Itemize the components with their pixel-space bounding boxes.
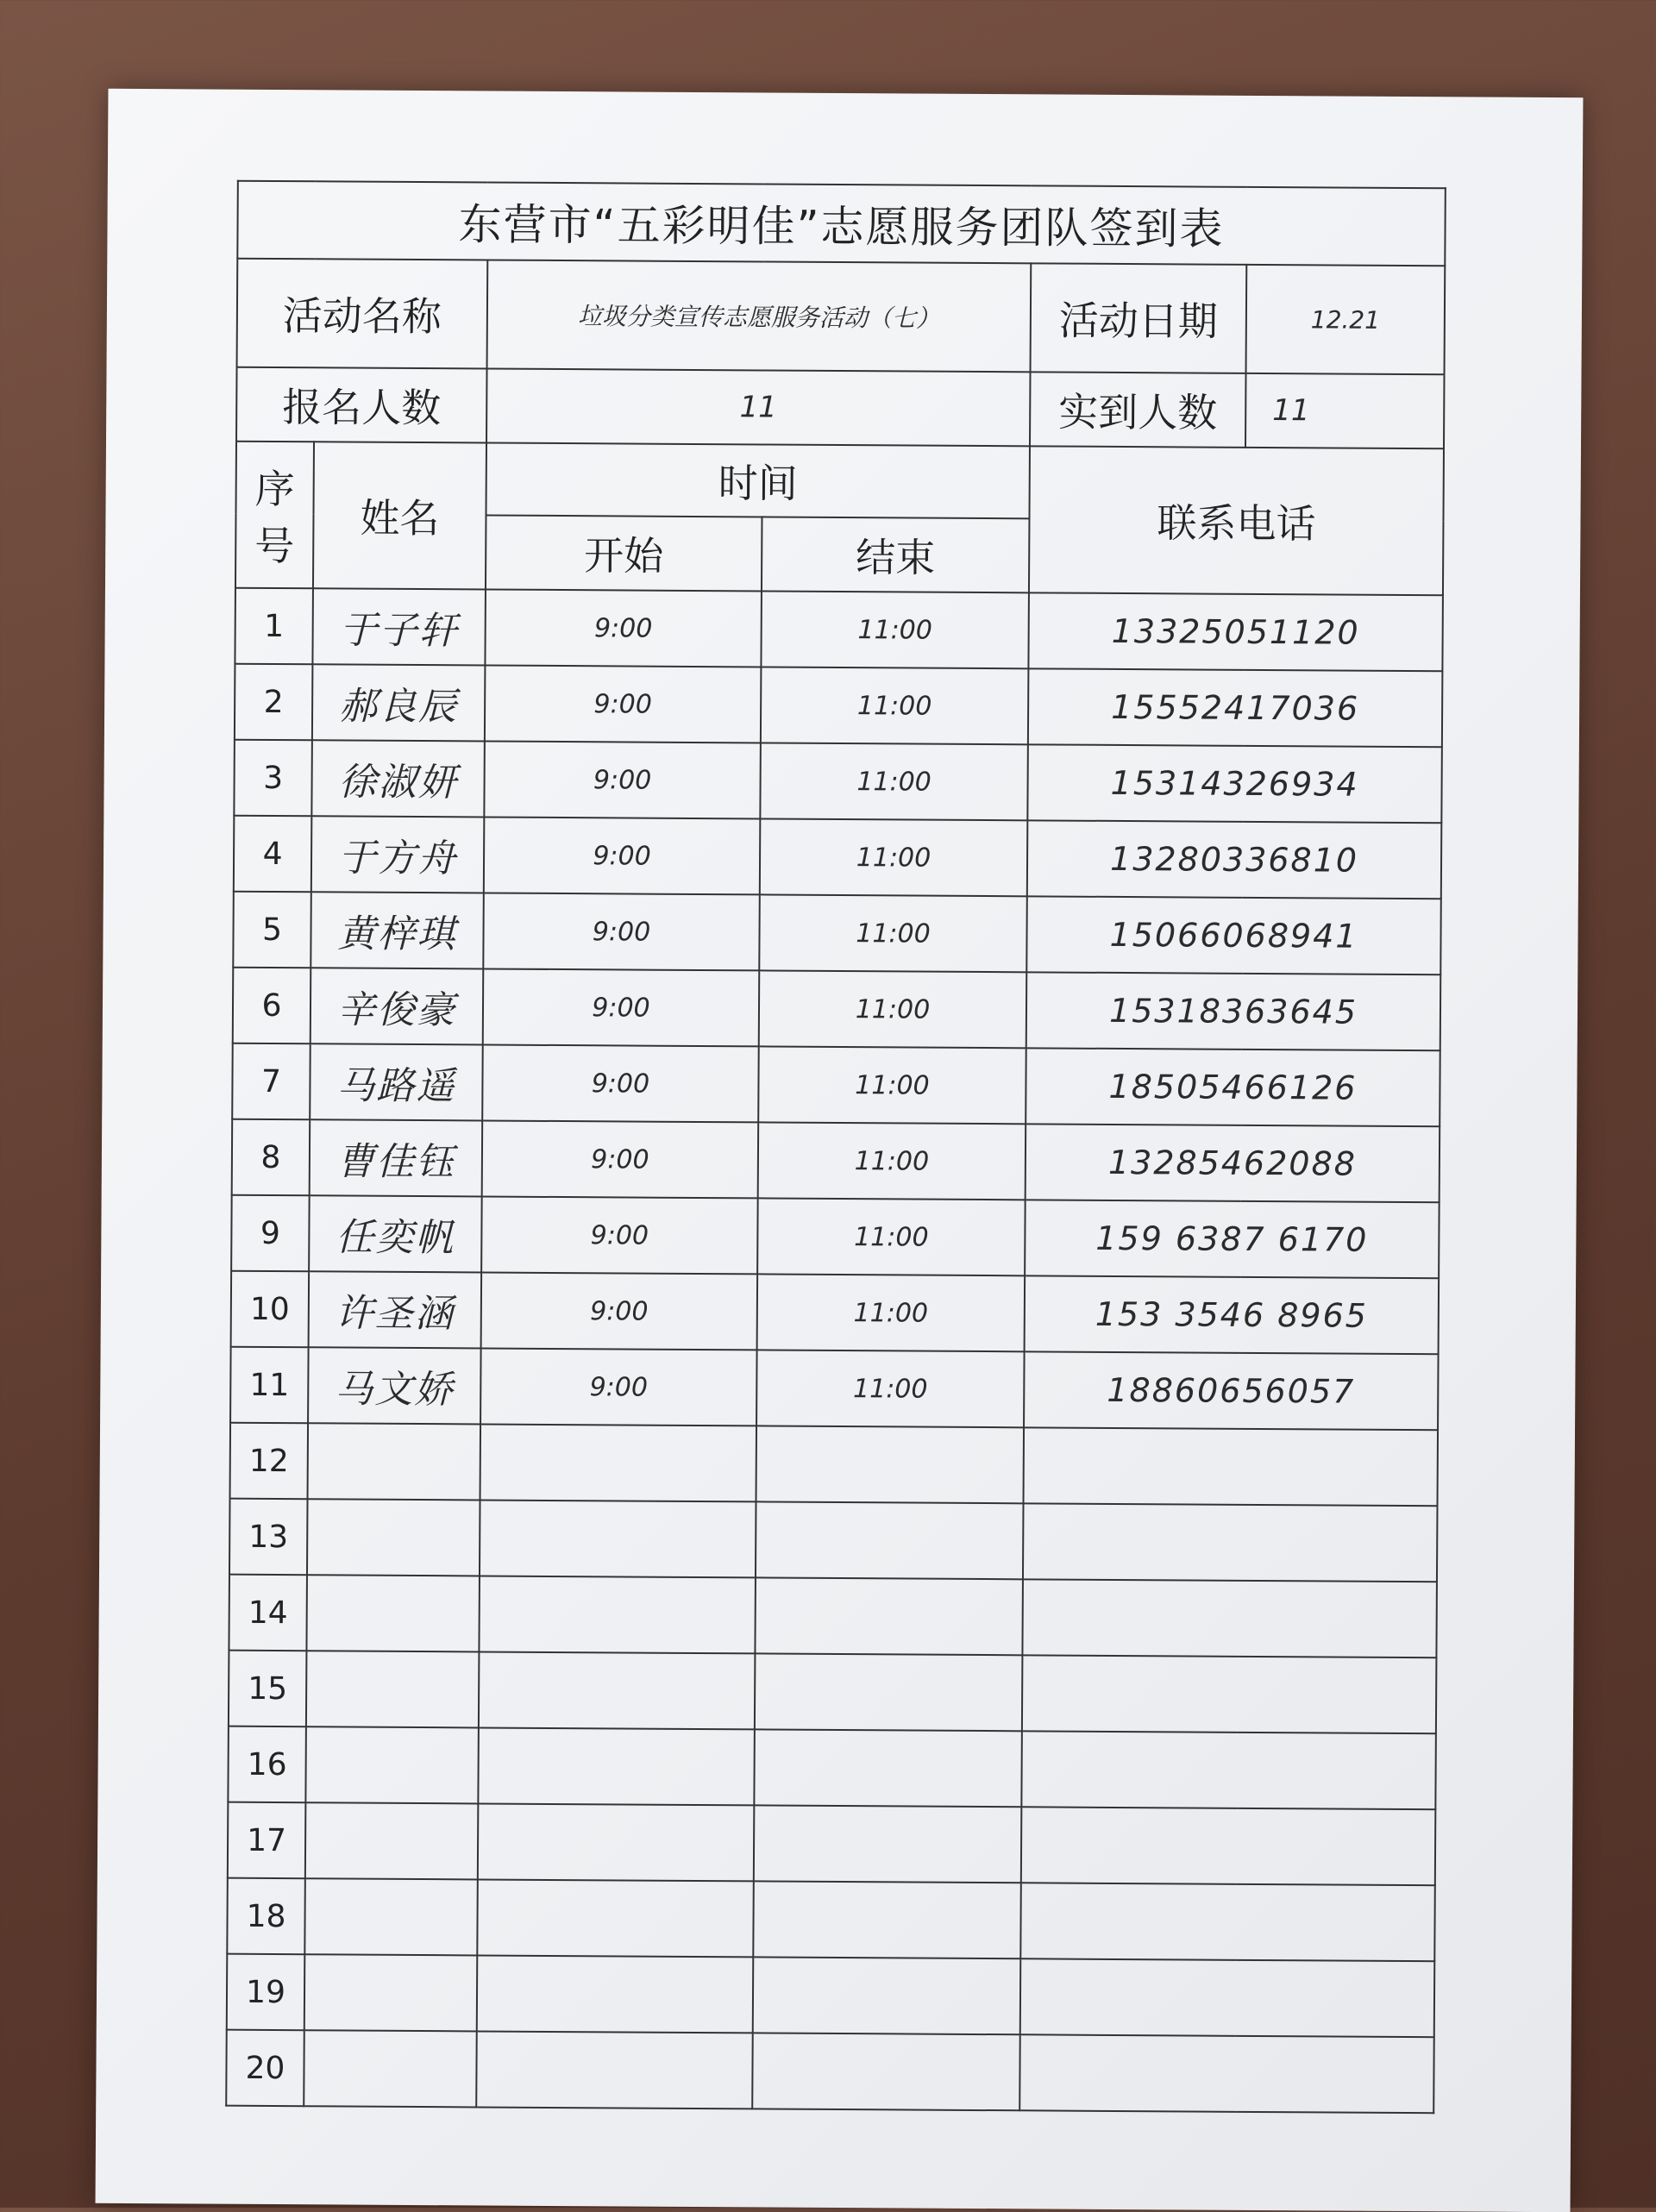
row-seq: 15 bbox=[229, 1651, 307, 1727]
row-phone: 13285462088 bbox=[1026, 1124, 1440, 1202]
row-end-time: 11:00 bbox=[757, 1198, 1026, 1275]
sign-in-sheet-paper bbox=[96, 89, 1584, 2212]
row-end-time bbox=[755, 1653, 1023, 1731]
row-start-time: 9:00 bbox=[482, 1044, 759, 1122]
row-name bbox=[305, 1802, 479, 1879]
sign-in-table bbox=[225, 180, 1446, 2115]
row-phone bbox=[1023, 1503, 1438, 1582]
row-name bbox=[305, 1726, 479, 1803]
activity-date-value: 12.21 bbox=[1246, 265, 1446, 374]
row-phone: 159 6387 6170 bbox=[1025, 1200, 1440, 1278]
row-end-time: 11:00 bbox=[759, 970, 1027, 1048]
table-row bbox=[229, 1651, 1437, 1734]
end-header: 结束 bbox=[762, 517, 1030, 592]
row-start-time: 9:00 bbox=[485, 589, 762, 667]
row-seq: 19 bbox=[227, 1954, 305, 2031]
row-seq: 3 bbox=[234, 740, 312, 817]
row-end-time bbox=[756, 1501, 1024, 1579]
table-row bbox=[233, 892, 1441, 975]
table-row bbox=[234, 740, 1442, 824]
sheet-title: 东营市“五彩明佳”志愿服务团队签到表 bbox=[237, 181, 1446, 266]
row-end-time: 11:00 bbox=[759, 894, 1027, 972]
row-start-time bbox=[477, 1879, 754, 1957]
row-start-time: 9:00 bbox=[484, 741, 761, 818]
row-phone: 18860656057 bbox=[1024, 1351, 1439, 1430]
table-row bbox=[234, 816, 1442, 899]
row-seq: 17 bbox=[228, 1802, 306, 1879]
row-end-time: 11:00 bbox=[757, 1274, 1026, 1351]
row-start-time: 9:00 bbox=[483, 893, 760, 970]
row-start-time bbox=[479, 1651, 756, 1729]
table-row bbox=[230, 1423, 1439, 1507]
row-name bbox=[308, 1423, 481, 1500]
row-start-time: 9:00 bbox=[481, 1272, 758, 1350]
row-end-time: 11:00 bbox=[761, 591, 1029, 668]
row-end-time bbox=[754, 1805, 1022, 1883]
table-row bbox=[231, 1195, 1440, 1279]
row-name bbox=[304, 2030, 477, 2107]
row-seq: 8 bbox=[232, 1119, 310, 1196]
row-phone bbox=[1021, 1807, 1436, 1885]
start-header: 开始 bbox=[486, 515, 762, 591]
row-phone: 13280336810 bbox=[1027, 820, 1442, 899]
signup-count-label: 报名人数 bbox=[236, 367, 487, 443]
name-header: 姓名 bbox=[313, 442, 486, 589]
activity-name-label: 活动名称 bbox=[237, 259, 488, 369]
row-phone: 18505466126 bbox=[1026, 1048, 1440, 1126]
row-end-time: 11:00 bbox=[760, 818, 1028, 896]
row-phone bbox=[1020, 1883, 1435, 1961]
row-seq: 20 bbox=[226, 2030, 304, 2107]
row-end-time bbox=[756, 1426, 1025, 1503]
row-start-time: 9:00 bbox=[480, 1348, 757, 1426]
row-seq: 18 bbox=[227, 1878, 305, 1955]
row-end-time bbox=[753, 1881, 1021, 1958]
row-end-time: 11:00 bbox=[756, 1350, 1025, 1427]
table-row bbox=[235, 588, 1443, 672]
row-seq: 5 bbox=[233, 892, 311, 968]
actual-count-label: 实到人数 bbox=[1030, 372, 1246, 448]
row-end-time: 11:00 bbox=[760, 743, 1028, 820]
row-name: 黄梓琪 bbox=[310, 892, 484, 968]
row-phone bbox=[1024, 1427, 1439, 1506]
row-end-time bbox=[752, 2033, 1020, 2110]
row-start-time: 9:00 bbox=[481, 1196, 758, 1274]
row-name: 于方舟 bbox=[311, 816, 485, 893]
row-name: 郝良辰 bbox=[312, 664, 486, 741]
sign-in-rows bbox=[226, 588, 1443, 2114]
row-phone: 15066068941 bbox=[1026, 896, 1441, 974]
row-start-time bbox=[480, 1500, 756, 1577]
row-seq: 9 bbox=[231, 1195, 310, 1272]
row-phone: 15314326934 bbox=[1027, 744, 1442, 823]
row-name: 徐淑妍 bbox=[311, 740, 485, 817]
row-phone: 15552417036 bbox=[1028, 668, 1443, 747]
row-phone bbox=[1020, 1958, 1435, 2037]
row-seq: 12 bbox=[230, 1423, 309, 1500]
row-phone: 13325051120 bbox=[1028, 592, 1443, 671]
table-row bbox=[229, 1499, 1438, 1582]
row-name bbox=[306, 1575, 480, 1651]
table-row bbox=[230, 1347, 1439, 1431]
table-row bbox=[233, 968, 1441, 1051]
row-phone bbox=[1021, 1731, 1436, 1809]
row-name: 于子轩 bbox=[312, 588, 486, 665]
row-end-time: 11:00 bbox=[761, 667, 1029, 744]
row-name bbox=[306, 1651, 480, 1727]
row-phone bbox=[1022, 1655, 1437, 1733]
activity-name-value: 垃圾分类宣传志愿服务活动（七） bbox=[487, 260, 1032, 372]
row-start-time bbox=[477, 1955, 754, 2033]
row-start-time bbox=[480, 1424, 757, 1501]
row-seq: 2 bbox=[235, 664, 313, 741]
table-row bbox=[232, 1043, 1440, 1127]
row-start-time bbox=[478, 1727, 755, 1805]
table-row bbox=[228, 1802, 1436, 1886]
row-start-time: 9:00 bbox=[485, 665, 762, 743]
row-seq: 10 bbox=[231, 1271, 310, 1348]
row-start-time: 9:00 bbox=[483, 968, 760, 1046]
row-end-time: 11:00 bbox=[758, 1122, 1026, 1200]
row-name bbox=[307, 1499, 480, 1576]
row-name: 辛俊豪 bbox=[310, 968, 484, 1044]
row-phone bbox=[1022, 1579, 1437, 1657]
row-end-time bbox=[755, 1577, 1023, 1655]
activity-date-label: 活动日期 bbox=[1031, 263, 1247, 373]
table-row bbox=[226, 2030, 1434, 2114]
table-row bbox=[227, 1878, 1435, 1962]
row-seq: 4 bbox=[234, 816, 312, 893]
row-name: 许圣涵 bbox=[309, 1271, 482, 1348]
row-name: 马路遥 bbox=[310, 1043, 483, 1120]
phone-header: 联系电话 bbox=[1029, 446, 1444, 595]
row-start-time: 9:00 bbox=[482, 1120, 759, 1198]
row-seq: 14 bbox=[229, 1575, 307, 1651]
table-row bbox=[231, 1271, 1440, 1355]
row-phone: 153 3546 8965 bbox=[1025, 1275, 1440, 1354]
row-start-time: 9:00 bbox=[484, 817, 761, 894]
table-row bbox=[235, 664, 1443, 748]
table-row bbox=[232, 1119, 1440, 1203]
row-seq: 11 bbox=[230, 1347, 309, 1424]
row-end-time bbox=[753, 1957, 1021, 2034]
row-name: 曹佳钰 bbox=[310, 1119, 483, 1196]
row-phone bbox=[1019, 2034, 1434, 2113]
time-header: 时间 bbox=[486, 442, 1030, 518]
row-name bbox=[304, 1954, 478, 2031]
row-end-time: 11:00 bbox=[758, 1046, 1026, 1124]
row-seq: 13 bbox=[229, 1499, 308, 1576]
actual-count-value: 11 bbox=[1245, 373, 1445, 448]
table-row bbox=[228, 1726, 1436, 1810]
row-start-time bbox=[476, 2031, 753, 2109]
row-start-time bbox=[479, 1576, 756, 1653]
signup-count-value: 11 bbox=[486, 368, 1031, 446]
seq-header: 序号 bbox=[235, 442, 314, 589]
row-seq: 1 bbox=[235, 588, 313, 665]
row-start-time bbox=[478, 1803, 755, 1881]
row-end-time bbox=[754, 1729, 1022, 1807]
row-seq: 7 bbox=[232, 1043, 310, 1120]
table-row bbox=[229, 1575, 1437, 1658]
row-seq: 6 bbox=[233, 968, 311, 1044]
row-name: 马文娇 bbox=[308, 1347, 481, 1424]
row-name bbox=[304, 1878, 478, 1955]
table-row bbox=[227, 1954, 1435, 2038]
row-phone: 15318363645 bbox=[1026, 972, 1441, 1050]
row-seq: 16 bbox=[228, 1726, 306, 1803]
row-name: 任奕帆 bbox=[309, 1195, 482, 1272]
